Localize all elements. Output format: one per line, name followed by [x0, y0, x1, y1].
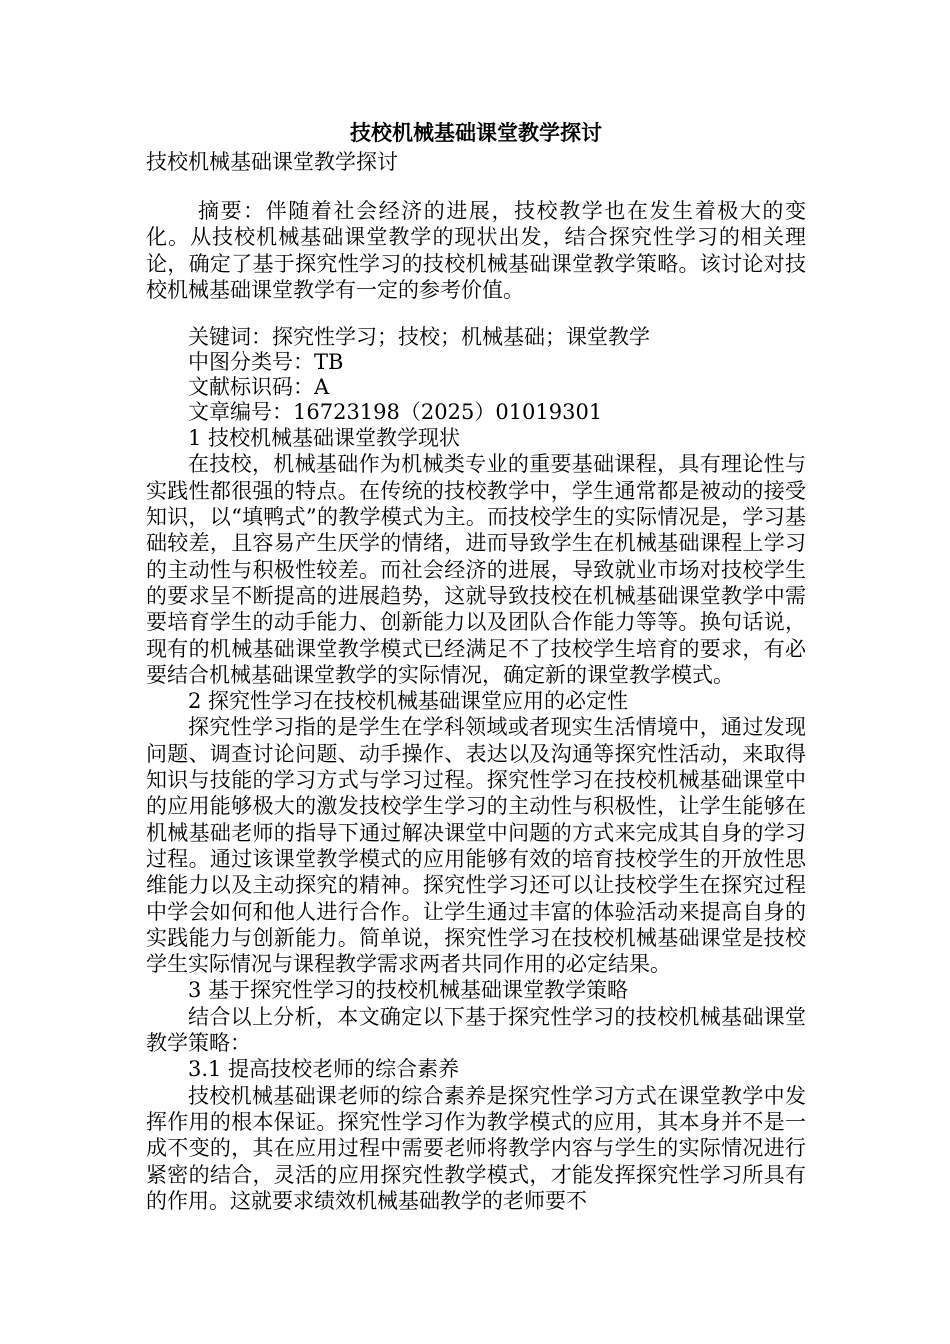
section-3-heading: 3 基于探究性学习的技校机械基础课堂教学策略	[188, 978, 629, 1003]
clc-number-line: 中图分类号：TB	[188, 350, 344, 375]
section-1-body: 在技校，机械基础作为机械类专业的重要基础课程，具有理论性与实践性都很强的特点。在传统的技校教学中，学生通常都是被动的接受知识，以“填鸭式”的教学模式为主。而技校学生的实际情况是，学习基础较差，且容易产生厌学的情绪，进而导致学生在机械基础课程上学习的主动性与积极性较差。而社会经济的进展，导致就业市场对技校学生的要求呈不断提高的进展趋势，这就导致技校在机械基础课堂教学中需要培育学生的动手能力、创新能力以及团队合作能力等等。换句话说，现有的机械基础课堂教学模式已经满足不了技校学生培育的要求，有必要结合机械基础课堂教学的实际情况，确定新的课堂教学模式。	[146, 452, 806, 687]
section-3-1-heading: 3.1 提高技校老师的综合素养	[188, 1057, 460, 1082]
section-1-heading: 1 技校机械基础课堂教学现状	[188, 426, 461, 451]
abstract-paragraph: 摘要：伴随着社会经济的进展，技校教学也在发生着极大的变化。从技校机械基础课堂教学的现状出发，结合探究性学习的相关理论，确定了基于探究性学习的技校机械基础课堂教学策略。该讨论对技校机械基础课堂教学有一定的参考价值。	[146, 199, 806, 302]
document-title: 技校机械基础课堂教学探讨	[350, 120, 602, 145]
document-page	[146, 118, 806, 1214]
section-2-body: 探究性学习指的是学生在学科领域或者现实生活情境中，通过发现问题、调查讨论问题、动手操作、表达以及沟通等探究性活动，来取得知识与技能的学习方式与学习过程。探究性学习在技校机械基础课堂中的应用能够极大的激发技校学生学习的主动性与积极性，让学生能够在机械基础老师的指导下通过解决课堂中问题的方式来完成其自身的学习过程。通过该课堂教学模式的应用能够有效的培育技校学生的开放性思维能力以及主动探究的精神。探究性学习还可以让技校学生在探究过程中学会如何和他人进行合作。让学生通过丰富的体验活动来提高自身的实践能力与创新能力。简单说，探究性学习在技校机械基础课堂是技校学生实际情况与课程教学需求两者共同作用的必定结果。	[146, 715, 806, 977]
section-3-body: 结合以上分析，本文确定以下基于探究性学习的技校机械基础课堂教学策略：	[146, 1004, 806, 1056]
doc-code-line: 文献标识码：A	[188, 375, 330, 400]
section-2-heading: 2 探究性学习在技校机械基础课堂应用的必定性	[188, 689, 629, 714]
article-number-line: 文章编号：16723198（2025）01019301	[188, 400, 603, 425]
keywords-line: 关键词：探究性学习；技校；机械基础；课堂教学	[188, 325, 650, 350]
section-3-1-body: 技校机械基础课老师的综合素养是探究性学习方式在课堂教学中发挥作用的根本保证。探究性学习作为教学模式的应用，其本身并不是一成不变的，其在应用过程中需要老师将教学内容与学生的实际情况进行紧密的结合，灵活的应用探究性教学模式，才能发挥探究性学习所具有的作用。这就要求绩效机械基础教学的老师要不	[146, 1083, 806, 1213]
document-subtitle: 技校机械基础课堂教学探讨	[146, 150, 398, 174]
